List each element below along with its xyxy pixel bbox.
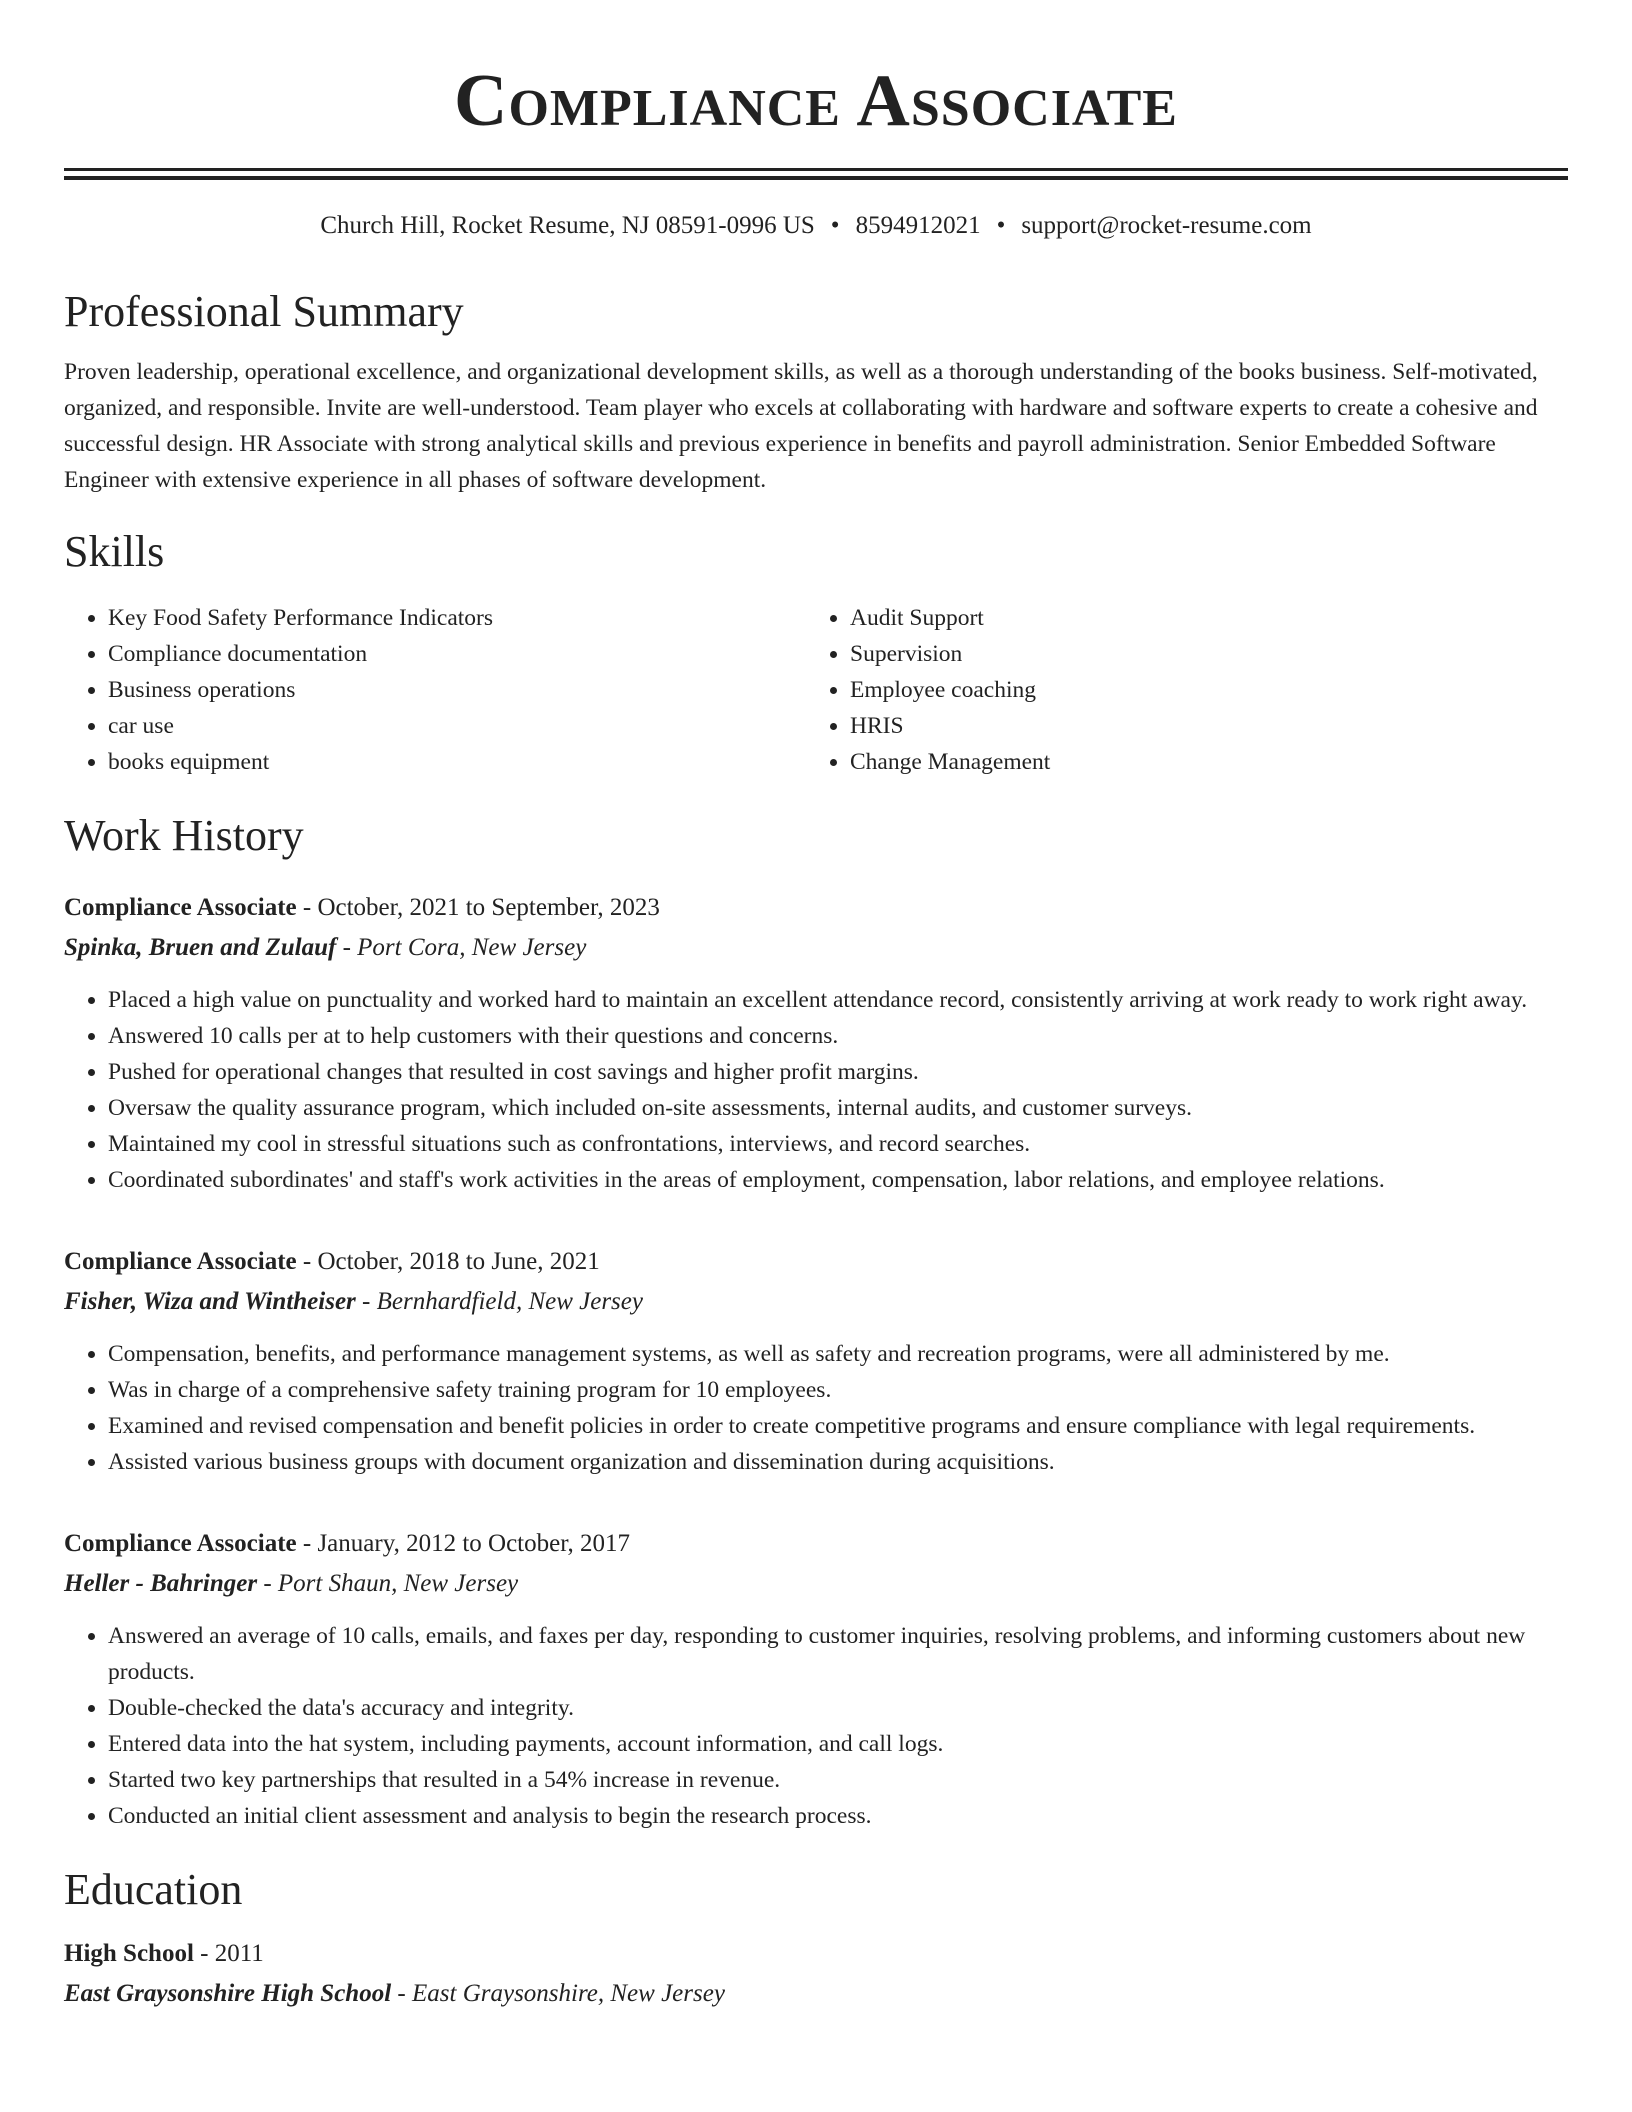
contact-address: Church Hill, Rocket Resume, NJ 08591-0996 US [320,212,815,239]
job-dates: January, 2012 to October, 2017 [317,1530,631,1557]
skills-column-right [806,600,1568,780]
education-year: 2011 [214,1940,264,1967]
skill-item: • Business operations [108,672,806,708]
job-duty: • Entered data into the hat system, including payments, account information, and call logs. [108,1726,1568,1762]
contact-separator: • [996,212,1006,239]
job-role: Compliance Associate [64,894,297,921]
job-company: Heller - Bahringer [64,1570,258,1597]
skill-item: • Change Management [850,744,1568,780]
candidate-name: Compliance Associate [454,60,1178,142]
contact-line [64,210,1568,242]
job-duty: • Compensation, benefits, and performance management systems, as well as safety and recreation programs, were all administered by me. [108,1336,1568,1372]
job-dates: October, 2018 to June, 2021 [317,1248,600,1275]
skill-item: • Supervision [850,636,1568,672]
contact-email: support@rocket-resume.com [1021,212,1312,239]
job-duties [64,1618,1568,1834]
skill-item: • Audit Support [850,600,1568,636]
job-duty: • Conducted an initial client assessment and analysis to begin the research process. [108,1798,1568,1834]
job-duties [64,982,1568,1198]
summary-heading: Professional Summary [64,287,464,336]
job-company-line: Heller - Bahringer - Port Shaun, New Jersey [64,1570,519,1597]
job-title-line: Compliance Associate - January, 2012 to October, 2017 [64,1530,631,1557]
job-entry [64,1524,1568,1834]
header-divider [64,168,1568,180]
contact-phone: 8594912021 [855,212,981,239]
job-entry [64,1242,1568,1480]
job-duty: • Maintained my cool in stressful situations such as confrontations, interviews, and record searches. [108,1126,1568,1162]
job-duty: • Started two key partnerships that resulted in a 54% increase in revenue. [108,1762,1568,1798]
skill-item: • Key Food Safety Performance Indicators [108,600,806,636]
education-heading: Education [64,1865,243,1914]
skill-item: • Compliance documentation [108,636,806,672]
skills-list [64,600,1568,780]
education-degree-line: High School - 2011 [64,1940,264,1967]
job-dates: October, 2021 to September, 2023 [317,894,660,921]
education-location: East Graysonshire, New Jersey [412,1980,725,2007]
skill-item: • HRIS [850,708,1568,744]
job-duty: • Was in charge of a comprehensive safety training program for 10 employees. [108,1372,1568,1408]
job-duties [64,1336,1568,1480]
job-entry [64,888,1568,1198]
job-duty: • Placed a high value on punctuality and worked hard to maintain an excellent attendance record, consistently arriving at work ready to work right away. [108,982,1568,1018]
skills-column-left [64,600,806,780]
job-company: Spinka, Bruen and Zulauf [64,934,337,961]
job-title-line: Compliance Associate - October, 2018 to June, 2021 [64,1248,600,1275]
skill-item: • car use [108,708,806,744]
work-history-heading: Work History [64,811,304,860]
job-company-line: Spinka, Bruen and Zulauf - Port Cora, New Jersey [64,934,587,961]
education-degree: High School [64,1940,194,1967]
job-duty: • Assisted various business groups with document organization and dissemination during acquisitions. [108,1444,1568,1480]
job-location: Port Cora, New Jersey [357,934,587,961]
education-school: East Graysonshire High School [64,1980,392,2007]
job-duty: • Answered 10 calls per at to help customers with their questions and concerns. [108,1018,1568,1054]
education-entry [64,1934,1568,2014]
job-duty: • Double-checked the data's accuracy and integrity. [108,1690,1568,1726]
job-company: Fisher, Wiza and Wintheiser [64,1288,356,1315]
job-duty: • Pushed for operational changes that resulted in cost savings and higher profit margins. [108,1054,1568,1090]
job-duty: • Answered an average of 10 calls, emails, and faxes per day, responding to customer inquiries, resolving problems, and informing customers about new products. [108,1618,1568,1690]
skill-item: • books equipment [108,744,806,780]
job-duty: • Oversaw the quality assurance program, which included on-site assessments, internal audits, and customer surveys. [108,1090,1568,1126]
job-duty: • Examined and revised compensation and benefit policies in order to create competitive programs and ensure compliance with legal requirements. [108,1408,1568,1444]
job-role: Compliance Associate [64,1248,297,1275]
job-company-line: Fisher, Wiza and Wintheiser - Bernhardfield, New Jersey [64,1288,643,1315]
job-duty: • Coordinated subordinates' and staff's work activities in the areas of employment, compensation, labor relations, and employee relations. [108,1162,1568,1198]
job-location: Port Shaun, New Jersey [277,1570,519,1597]
summary-text: Proven leadership, operational excellence, and organizational development skills, as well as a thorough understanding of the books business. Self-motivated, organized, and responsible. Invite are well-understood. Team player who excels at collaborating with hardware and software experts to create a cohesive and successful design. HR Associate with strong analytical skills and previous experience in benefits and payroll administration. Senior Embedded Software Engineer with extensive experience in all phases of software development. [64,359,1538,493]
skill-item: • Employee coaching [850,672,1568,708]
job-title-line: Compliance Associate - October, 2021 to September, 2023 [64,894,660,921]
job-location: Bernhardfield, New Jersey [376,1288,643,1315]
contact-separator: • [830,212,840,239]
job-role: Compliance Associate [64,1530,297,1557]
skills-heading: Skills [64,527,165,576]
education-school-line: East Graysonshire High School - East Graysonshire, New Jersey [64,1980,725,2007]
